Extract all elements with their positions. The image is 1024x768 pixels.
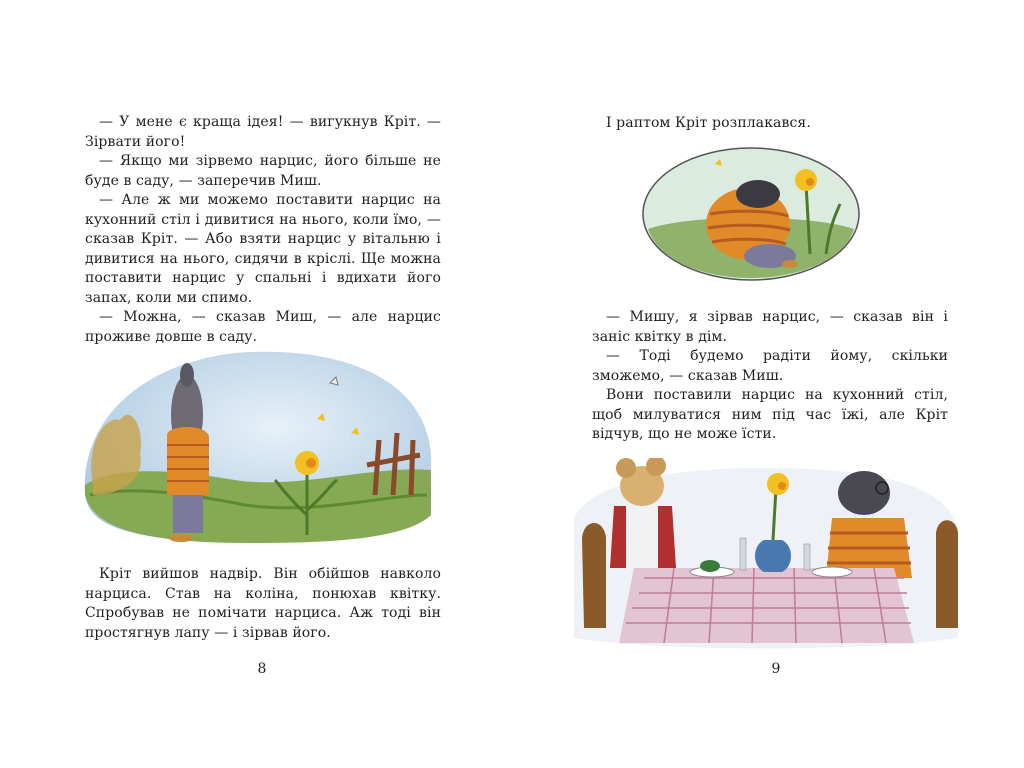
paragraph: — Мишу, я зірвав нарцис, — сказав він і заніс квітку в дім. bbox=[592, 309, 948, 345]
left-bottom-text bbox=[85, 565, 441, 643]
page-number: 9 bbox=[771, 661, 781, 677]
paragraph: — У мене є краща ідея! — вигукнув Кріт. — Зірвати його! bbox=[85, 114, 441, 150]
illustration-mole-crying bbox=[640, 144, 862, 284]
illustration-mole-daffodil bbox=[75, 345, 437, 545]
paragraph: І раптом Кріт розплакався. bbox=[606, 115, 811, 131]
right-top-text bbox=[592, 114, 948, 134]
illustration-mouse-mole-table bbox=[564, 458, 964, 653]
paragraph: — Але ж ми можемо поставити нарцис на кухонний стіл і дивитися на нього, коли їмо, — сказав Кріт. — Або взяти нарцис у вітальню і дивитися на нього, сидячи в кріслі. Ще можна поставити нарцис у спальні і вдихати його запах, коли ми спимо. bbox=[85, 192, 441, 306]
paragraph: — Тоді будемо радіти йому, скільки зможемо, — сказав Миш. bbox=[592, 348, 948, 384]
paragraph: Вони поставили нарцис на кухонний стіл, щоб милуватися ним під час їжі, але Кріт відчув, що не може їсти. bbox=[592, 387, 948, 442]
left-top-text bbox=[85, 113, 441, 347]
right-page bbox=[512, 0, 1024, 768]
paragraph: Кріт вийшов надвір. Він обійшов навколо нарциса. Став на коліна, понюхав квітку. Спробував не помічати нарциса. Аж тоді він простягнув лапу — і зірвав його. bbox=[85, 566, 441, 641]
paragraph: — Якщо ми зірвемо нарцис, його більше не буде в саду, — заперечив Миш. bbox=[85, 153, 441, 189]
paragraph: — Можна, — сказав Миш, — але нарцис проживе довше в саду. bbox=[85, 309, 441, 345]
page-number: 8 bbox=[257, 661, 267, 677]
right-middle-text bbox=[592, 308, 948, 445]
